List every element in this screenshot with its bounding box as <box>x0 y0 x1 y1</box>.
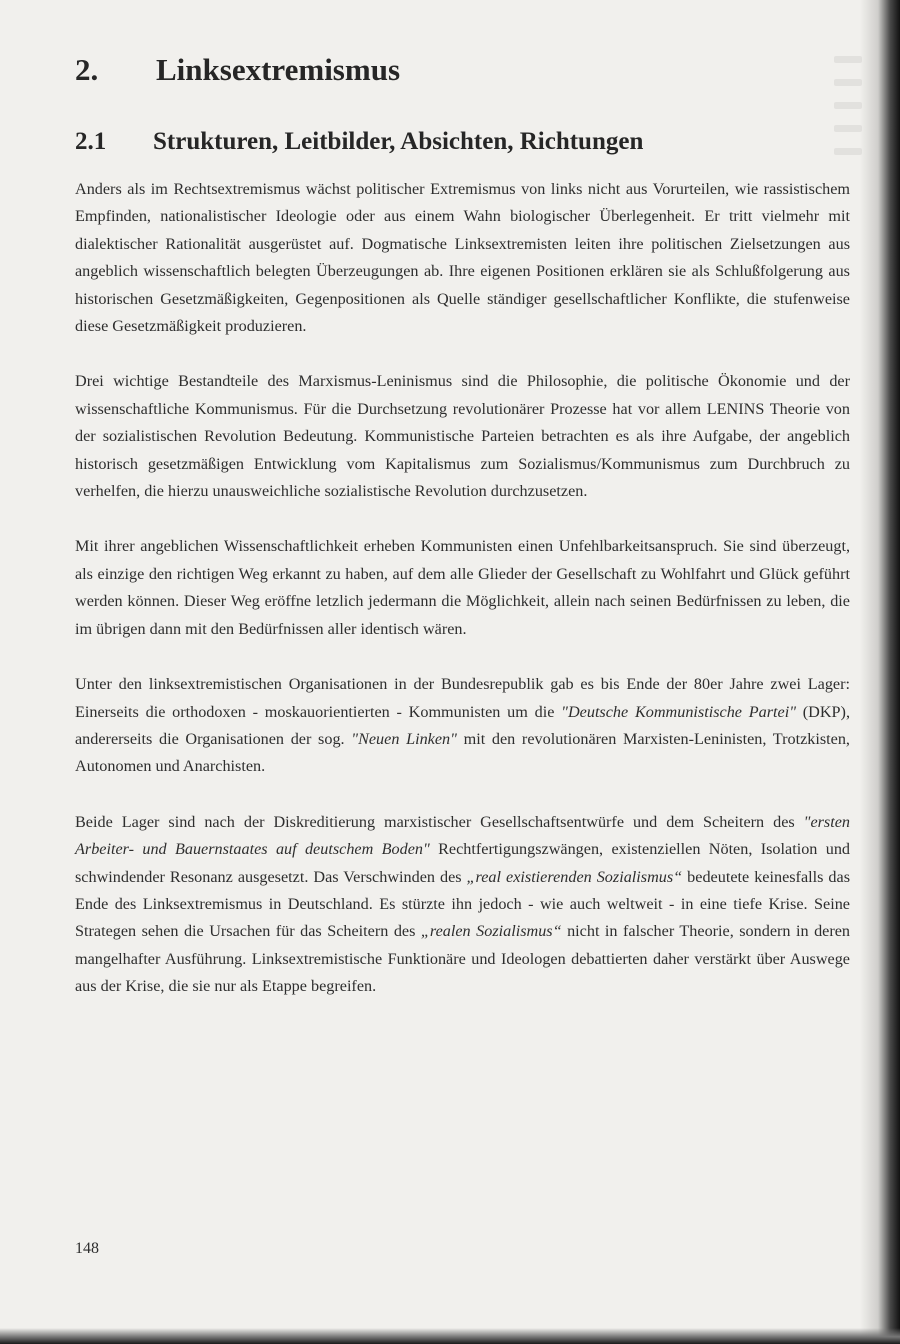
paragraph-3: Mit ihrer angeblichen Wissenschaftlichkeit erheben Kommunisten einen Unfehlbarkeitsanspruch. Sie sind überzeugt, als einzige den richtigen Weg erkannt zu haben, auf dem alle Glieder der Gesellschaft zu Wohlfahrt und Glück geführt werden können. Dieser Weg eröffne letzlich jedermann die Möglichkeit, allein nach seinen Bedürfnissen zu leben, die im übrigen dann mit den Bedürfnissen aller identisch wären. <box>75 537 850 638</box>
paragraph-1: Anders als im Rechtsextremismus wächst politischer Extremismus von links nicht aus Vorurteilen, wie rassistischem Empfinden, nationalistischer Ideologie oder aus einem Wahn biologischer Überlegenheit. Er tritt vielmehr mit dialektischer Rationalität ausgerüstet auf. Dogmatische Linksextremisten leiten ihre politischen Zielsetzungen aus angeblich wissenschaftlich belegten Überzeugungen ab. Ihre eigenen Positionen erklären sie als Schlußfolgerung aus historischen Gesetzmäßigkeiten, Gegenpositionen als Quelle ständiger gesellschaftlicher Konflikte, die stufenweise diese Gesetzmäßigkeit produzieren. <box>75 180 850 336</box>
paragraph-2: Drei wichtige Bestandteile des Marxismus-Leninismus sind die Philosophie, die politische Ökonomie und der wissenschaftliche Kommunismus. Für die Durchsetzung revolutionärer Prozesse hat vor allem LENINS Theorie von der sozialistischen Revolution Bedeutung. Kommunistische Parteien betrachten es als ihre Aufgabe, der angeblich historisch gesetzmäßigen Entwicklung vom Kapitalismus zum Sozialismus/Kommunismus zum Durchbruch zu verhelfen, die hierzu unausweichliche sozialistische Revolution durchzusetzen. <box>75 372 850 501</box>
body-text <box>75 176 850 1029</box>
chapter-number: 2. <box>75 52 99 87</box>
paragraph-5-italic-2: „real existierenden Sozialismus“ <box>466 867 683 886</box>
binding-shadow <box>860 0 900 1344</box>
paragraph-5 <box>75 809 850 1001</box>
page-number: 148 <box>75 1240 99 1257</box>
paragraph-4-text-1: Unter den linksextremistischen Organisationen in der Bundesrepublik gab es bis Ende der 80er Jahre zwei Lager: Einerseits die orthodoxen - moskauorientierten - Kommunisten um die <box>75 675 850 721</box>
paragraph-5-text-3: bedeutete keinesfalls das Ende des Linksextremismus in Deutschland. Es stürzte ihn jedoch - wie auch weltweit - in eine tiefe Krise. Seine Strategen sehen die Ursachen für das Scheitern des <box>75 867 850 941</box>
paragraph-5-italic-3: „realen Sozialismus“ <box>420 922 562 941</box>
paragraph-4-text-2: (DKP), andererseits die Organisationen der sog. <box>75 702 850 748</box>
paragraph-5-text-1: Beide Lager sind nach der Diskreditierung marxistischer Gesellschaftsentwürfe und dem Scheitern des <box>75 812 804 831</box>
section-number: 2.1 <box>75 128 107 155</box>
paragraph-4-italic-dkp: "Deutsche Kommunistische Partei" <box>561 702 797 721</box>
paragraph-4 <box>75 671 850 781</box>
chapter-heading <box>75 52 400 88</box>
bottom-edge-shadow <box>0 1328 900 1344</box>
section-heading <box>75 128 643 156</box>
section-title: Strukturen, Leitbilder, Absichten, Richtungen <box>153 128 644 155</box>
paragraph-5-text-4: nicht in falscher Theorie, sondern in deren mangelhafter Ausführung. Linksextremistische Funktionäre und Ideologen debattierten daher verstärkt über Auswege aus der Krise, die sie nur als Etappe begreifen. <box>75 922 851 996</box>
chapter-title: Linksextremismus <box>156 52 401 87</box>
paragraph-4-italic-neue-linke: "Neuen Linken" <box>351 729 457 748</box>
paragraph-4-text-3: mit den revolutionären Marxisten-Leninisten, Trotzkisten, Autonomen und Anarchisten. <box>75 729 850 776</box>
paragraph-5-italic-1: "ersten Arbeiter- und Bauernstaates auf deutschem Boden" <box>75 812 850 859</box>
paragraph-5-text-2: Rechtfertigungszwängen, existenziellen Nöten, Isolation und schwindender Resonanz ausgesetzt. Das Verschwinden des <box>75 840 851 886</box>
facing-page-bleed <box>834 56 862 171</box>
